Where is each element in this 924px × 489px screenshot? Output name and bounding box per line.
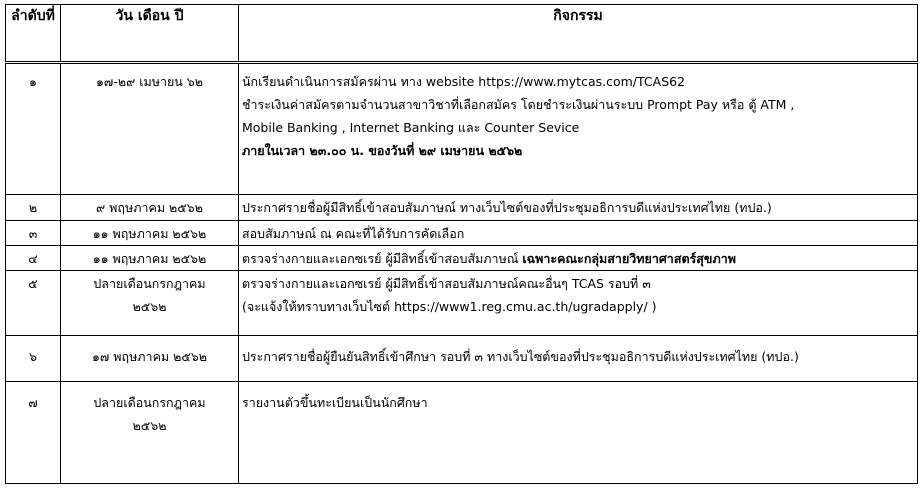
row-no: ๗ (6, 382, 61, 484)
activity-deadline: ภายในเวลา ๒๓.๐๐ น. ของวันที่ ๒๙ เมษายน ๒๕๖๒ (242, 143, 523, 158)
activity-line: ประกาศรายชื่อผู้ยืนยันสิทธิ์เข้าศึกษา รอบที่ ๓ ทางเว็บไซต์ของที่ประชุมอธิการบดีแห่งประเทศไทย (ทปอ.) (242, 349, 799, 364)
row-no: ๖ (6, 336, 61, 382)
row-date: ๙ พฤษภาคม ๒๕๖๒ (61, 195, 239, 221)
row-no: ๕ (6, 271, 61, 336)
activity-line: สอบสัมภาษณ์ ณ คณะที่ได้รับการคัดเลือก (242, 226, 465, 241)
header-activity: กิจกรรม (239, 5, 918, 63)
activity-line (242, 249, 917, 268)
table-row (6, 336, 918, 382)
row-activity (239, 63, 918, 195)
activity-line: ประกาศรายชื่อผู้มีสิทธิ์เข้าสอบสัมภาษณ์ ทางเว็บไซต์ของที่ประชุมอธิการบดีแห่งประเทศไทย (ทปอ.) (242, 200, 772, 215)
activity-line: รายงานตัวขึ้นทะเบียนเป็นนักศึกษา (242, 395, 428, 410)
date-line: ๒๕๖๒ (132, 299, 167, 314)
activity-line: Mobile Banking , Internet Banking และ Counter Sevice (242, 120, 580, 135)
row-no: ๑ (6, 63, 61, 195)
table-row (6, 271, 918, 336)
row-activity (239, 336, 918, 382)
row-activity (239, 221, 918, 246)
row-activity (239, 382, 918, 484)
row-date (61, 382, 239, 484)
header-row (6, 5, 918, 63)
activity-line: นักเรียนดำเนินการสมัครผ่าน ทาง website https://www.mytcas.com/TCAS62 (242, 74, 686, 89)
header-date: วัน เดือน ปี (61, 5, 239, 63)
table-row (6, 63, 918, 195)
row-no: ๓ (6, 221, 61, 246)
table-row (6, 195, 918, 221)
row-no: ๒ (6, 195, 61, 221)
table-row (6, 221, 918, 246)
activity-highlight: เฉพาะคณะกลุ่มสายวิทยาศาสตร์สุขภาพ (522, 251, 736, 266)
row-no: ๔ (6, 246, 61, 271)
activity-text: ตรวจร่างกายและเอกซเรย์ ผู้มีสิทธิ์เข้าสอบสัมภาษณ์ (242, 251, 523, 266)
activity-line: ตรวจร่างกายและเอกซเรย์ ผู้มีสิทธิ์เข้าสอบสัมภาษณ์คณะอื่นๆ TCAS รอบที่ ๓ (242, 276, 651, 291)
row-date: ๑๑ พฤษภาคม ๒๕๖๒ (61, 221, 239, 246)
table-row (6, 382, 918, 484)
row-activity (239, 195, 918, 221)
date-line: ปลายเดือนกรกฎาคม (93, 276, 206, 291)
schedule-table (5, 4, 918, 484)
row-date: ๑๗-๒๙ เมษายน ๖๒ (61, 63, 239, 195)
row-date: ๑๑ พฤษภาคม ๒๕๖๒ (61, 246, 239, 271)
row-date: ๑๗ พฤษภาคม ๒๕๖๒ (61, 336, 239, 382)
table-row (6, 246, 918, 271)
row-activity (239, 271, 918, 336)
row-activity (239, 246, 918, 271)
date-line: ๒๕๖๒ (132, 418, 167, 433)
header-no: ลำดับที่ (6, 5, 61, 63)
activity-line: ชำระเงินค่าสมัครตามจำนวนสาขาวิชาที่เลือกสมัคร โดยชำระเงินผ่านระบบ Prompt Pay หรือ ตู้ ATM , (242, 97, 795, 112)
row-date (61, 271, 239, 336)
date-line: ปลายเดือนกรกฎาคม (93, 395, 206, 410)
activity-line: (จะแจ้งให้ทราบทางเว็บไซต์ https://www1.reg.cmu.ac.th/ugradapply/ ) (242, 299, 657, 314)
